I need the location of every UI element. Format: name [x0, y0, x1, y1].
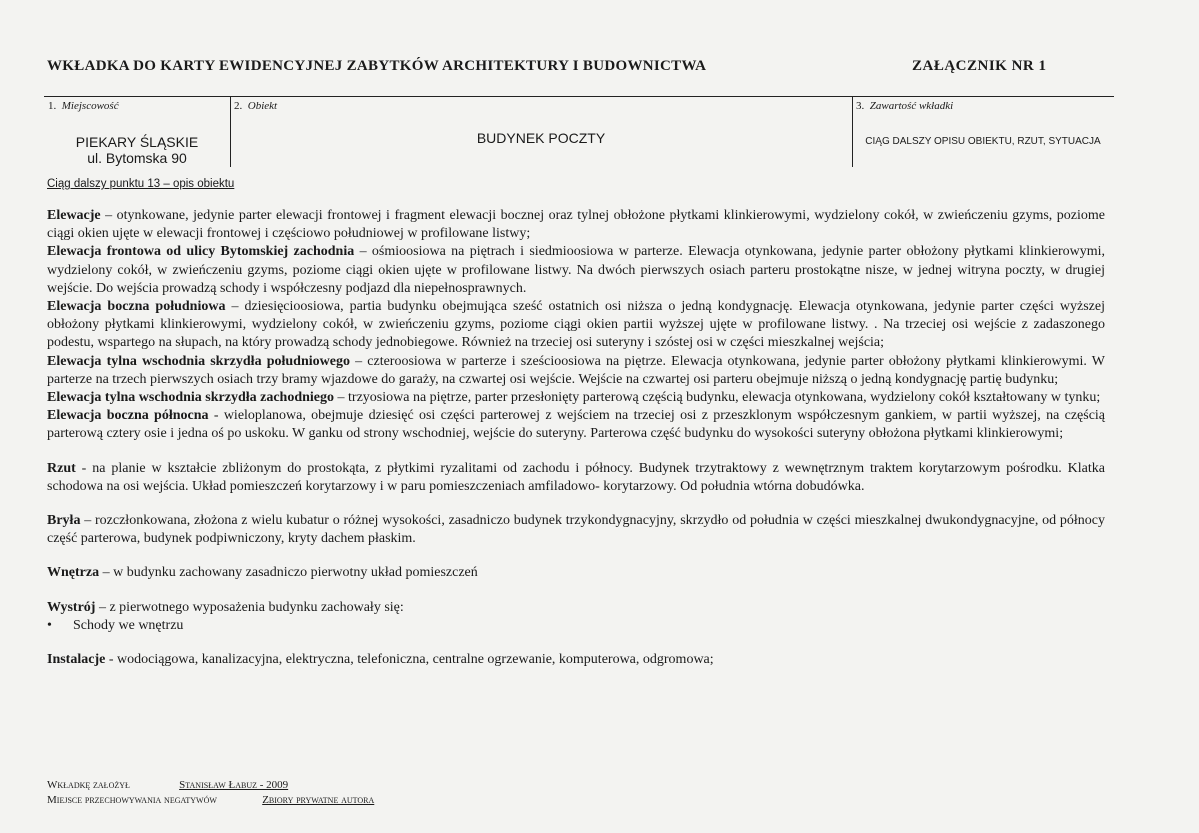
locality-value: PIEKARY ŚLĄSKIE ul. Bytomska 90: [75, 134, 199, 166]
bullet-icon: •: [47, 617, 52, 633]
paragraph-frontowa: Elewacja frontowa od ulicy Bytomskiej zachodnia – ośmioosiowa na piętrach i siedmioosiowa w parterze. Elewacja otynkowana, jedynie parter obłożony płytkami klinkierowymi, wydzielony cokół, w zwieńczeniu gzyms, poziome ciągi okien ujęte w profilowane listwy. Na dwóch pierwszych osiach parteru prostokątne nisze, w jednej witryna poczty, w drugiej wejście. Do wejścia prowadzą schody i współczesny podjazd dla niepełnosprawnych.: [47, 244, 1106, 296]
negatives-line: [47, 793, 374, 808]
header-boxes: [44, 96, 1114, 167]
object-value: BUDYNEK POCZTY: [476, 130, 606, 146]
negatives-value: Zbiory prywatne autora: [262, 794, 375, 806]
paragraph-tylna-zachodnia: Elewacja tylna wschodnia skrzydła zachodniego – trzyosiowa na piętrze, parter przesłonięty parterową częścią budynku, elewacja otynkowana, wydzielony cokół kształtowany w tynku;: [47, 390, 1101, 406]
paragraph-instalacje: Instalacje - wodociągowa, kanalizacyjna, elektryczna, telefoniczna, centralne ogrzewanie, komputerowa, odgromowa;: [47, 652, 714, 668]
paragraph-tylna-poludniowa: Elewacja tylna wschodnia skrzydła południowego – czteroosiowa w parterze i sześcioosiowa na piętrze. Elewacja otynkowana, jedynie parter obłożony płytkami klinkierowymi. W parterze na trzech pierwszych osiach trzy bramy wjazdowe do garaży, na czwartej osi wejście. Wejście na czwartej osi parteru obejmuje niższą o jedną kondygnację partię budynku;: [47, 353, 1105, 387]
paragraph-wnetrza: Wnętrza – w budynku zachowany zasadniczo pierwotny układ pomieszczeń: [47, 565, 478, 581]
list-item-text: Schody we wnętrzu: [73, 617, 184, 633]
paragraph-elewacje: Elewacje – otynkowane, jedynie parter elewacji frontowej i fragment elewacji bocznej oraz tylnej obłożone płytkami klinkierowymi, wydzielony cokół, w zwieńczeniu gzyms, poziome ciągi okien ujęte w elewacji frontowej i częściowo południowej w profilowane listwy;: [47, 208, 1105, 242]
paragraph-poludniowa: Elewacja boczna południowa – dziesięcioosiowa, partia budynku obejmująca sześć ostatnich osi niższa o jedną kondygnację. Elewacja otynkowana, jedynie parter części wyższej obłożony płytkami klinkierowymi, wydzielony cokół, w zwieńczeniu gzyms, poziome ciągi okien partii wyższej ujęte w profilowane listwy. . Na trzeciej osi wejście z zadaszonego podestu, wspartego na słupach, na który prowadzą schody jednobiegowe. Również na trzeciej osi suteryny i szóstej osi w części mieszkalnej wejścia;: [47, 299, 1105, 351]
annex-number: ZAŁĄCZNIK NR 1: [912, 58, 1047, 74]
author-line: [47, 778, 374, 793]
paragraph-bryla: Bryła – rozczłonkowana, złożona z wielu kubatur o różnej wysokości, zasadniczo budynek trzykondygnacyjny, skrzydło od południa w części mieszkalnej dwukondygnacyjne, od północy część parterowa, budynek podpiwniczony, kryty dachem płaskim.: [47, 513, 1105, 547]
author-label: Wkładkę założył: [47, 779, 130, 791]
content-box: [852, 97, 1114, 167]
continuation-heading: Ciąg dalszy punktu 13 – opis obiektu: [47, 178, 235, 190]
object-label: 2. Obiekt: [234, 100, 278, 112]
paragraph-rzut: Rzut - na planie w kształcie zbliżonym do prostokąta, z płytkimi ryzalitami od zachodu i północy. Budynek trzytraktowy z wewnętrznym traktem korytarzowym pośrodku. Klatka schodowa na osi wejścia. Układ pomieszczeń korytarzowy i w paru pomieszczeniach amfiladowo- korytarzowy. Od południa wtórna dobudówka.: [47, 460, 1105, 494]
list-item: [47, 617, 1105, 635]
content-label: 3. Zawartość wkładki: [856, 100, 954, 112]
description-body: [47, 207, 1105, 669]
content-value: CIĄG DALSZY OPISU OBIEKTU, RZUT, SYTUACJA: [865, 136, 1101, 147]
footer: [47, 778, 374, 808]
negatives-label: Miejsce przechowywania negatywów: [47, 794, 217, 806]
locality-label: 1. Miejscowość: [48, 100, 119, 112]
paragraph-polnocna: Elewacja boczna północna - wieloplanowa, obejmuje dziesięć osi części parterowej z wejściem na trzeciej osi z przeszklonym współczesnym gankiem, w partii wyższej, na częścią parterową cztery osie i jedna oś po uskoku. W ganku od strony wschodniej, wejście do suteryny. Parterowa część budynku do wysokości suteryny obłożona płytkami klinkierowymi;: [47, 408, 1106, 442]
author-value: Stanisław Łabuz - 2009: [179, 779, 289, 791]
locality-box: [44, 97, 230, 167]
paragraph-wystroj: Wystrój – z pierwotnego wyposażenia budynku zachowały się:: [47, 599, 404, 615]
document-title: WKŁADKA DO KARTY EWIDENCYJNEJ ZABYTKÓW ARCHITEKTURY I BUDOWNICTWA: [47, 58, 707, 74]
